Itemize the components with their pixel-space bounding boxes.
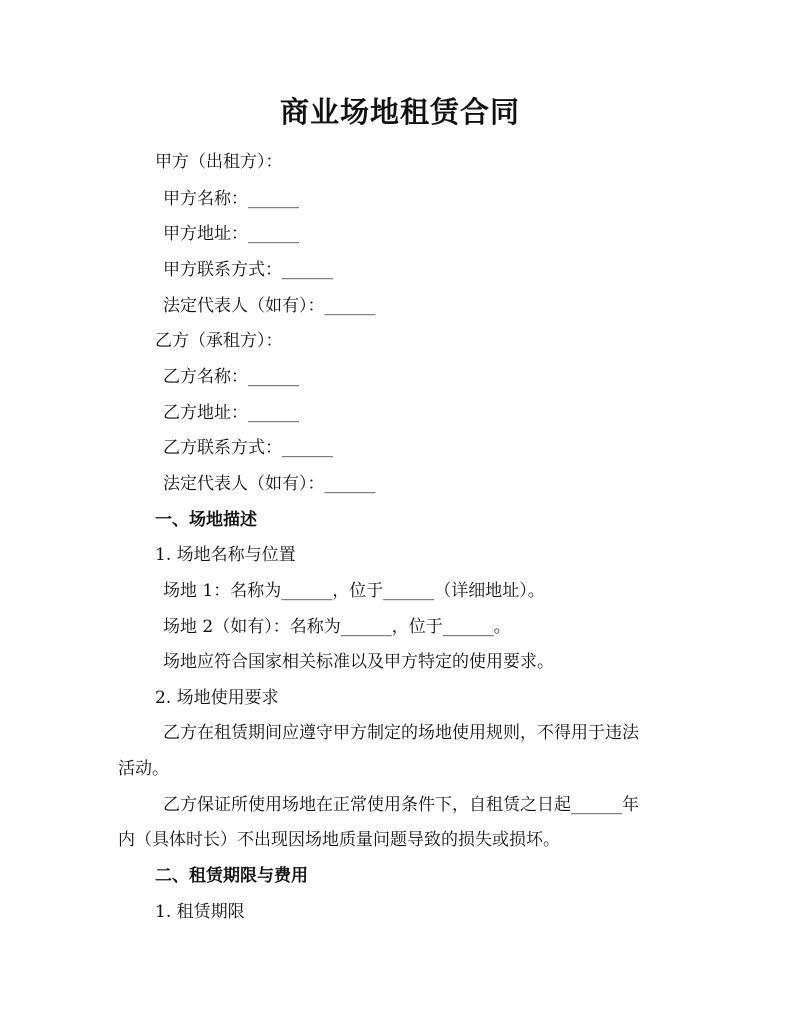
subsection-1-2: 2. 场地使用要求 — [155, 688, 279, 708]
section-2-heading: 二、租赁期限与费用 — [155, 866, 308, 886]
party-b-name: 乙方名称：______ — [163, 367, 299, 387]
venue-standard-line: 场地应符合国家相关标准以及甲方特定的使用要求。 — [163, 652, 554, 672]
guarantee-line-2: 内（具体时长）不出现因场地质量问题导致的损失或损坏。 — [118, 830, 560, 850]
section-1-heading: 一、场地描述 — [155, 510, 257, 530]
subsection-2-1: 1. 租赁期限 — [155, 902, 245, 922]
subsection-1-1: 1. 场地名称与位置 — [155, 545, 296, 565]
guarantee-line-1: 乙方保证所使用场地在正常使用条件下，自租赁之日起______年 — [163, 795, 639, 815]
usage-rule-line-1: 乙方在租赁期间应遵守甲方制定的场地使用规则，不得用于违法 — [163, 723, 639, 743]
venue-2-line: 场地 2（如有）：名称为______，位于______。 — [163, 617, 511, 637]
document-title: 商业场地租赁合同 — [279, 95, 520, 129]
party-b-address: 乙方地址：______ — [163, 403, 299, 423]
party-b-heading: 乙方（承租方）： — [155, 331, 283, 351]
party-a-contact: 甲方联系方式：______ — [163, 260, 333, 280]
party-a-address: 甲方地址：______ — [163, 224, 299, 244]
party-a-name: 甲方名称：______ — [163, 189, 299, 209]
party-b-representative: 法定代表人（如有）：______ — [163, 474, 376, 494]
usage-rule-line-2: 活动。 — [118, 759, 169, 779]
party-b-contact: 乙方联系方式：______ — [163, 438, 333, 458]
party-a-heading: 甲方（出租方）： — [155, 152, 283, 172]
venue-1-line: 场地 1：名称为______，位于______（详细地址）。 — [163, 581, 545, 601]
party-a-representative: 法定代表人（如有）：______ — [163, 296, 376, 316]
